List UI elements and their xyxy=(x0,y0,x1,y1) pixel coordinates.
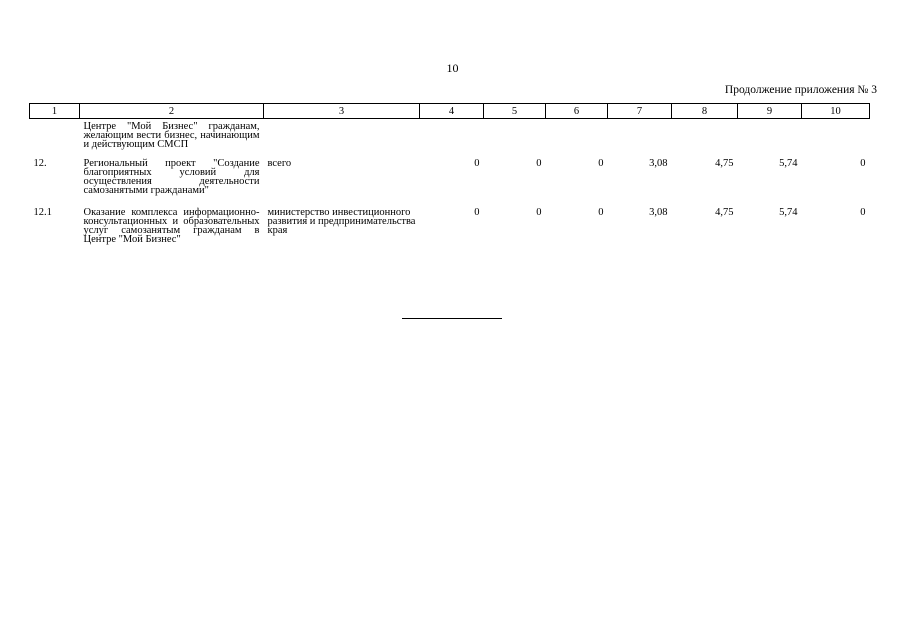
row-value: 0 xyxy=(474,207,480,218)
table-header-row xyxy=(30,104,870,119)
row-index: 12.1 xyxy=(33,207,52,218)
row-executor: всего xyxy=(267,158,292,169)
row-description: Оказание комплекса информационно-консультационных и образовательных услуг самозанятым гражданам в Центре "Мой Бизнес" xyxy=(83,207,260,245)
budget-table xyxy=(29,103,870,244)
column-header: 3 xyxy=(264,104,420,119)
table-row xyxy=(30,208,870,244)
row-value: 0 xyxy=(536,158,542,169)
row-value: 4,75 xyxy=(715,158,734,169)
appendix-continuation-note: Продолжение приложения № 3 xyxy=(724,84,877,96)
row-value: 0 xyxy=(598,158,604,169)
row-value: 0 xyxy=(536,207,542,218)
column-header: 6 xyxy=(546,104,608,119)
row-value: 0 xyxy=(860,207,866,218)
column-header: 1 xyxy=(30,104,80,119)
row-value: 5,74 xyxy=(779,207,798,218)
table-row-continuation xyxy=(30,119,870,160)
column-header: 9 xyxy=(738,104,802,119)
column-header: 5 xyxy=(484,104,546,119)
column-header: 7 xyxy=(608,104,672,119)
table-row xyxy=(30,159,870,208)
row-index: 12. xyxy=(33,158,47,169)
row-executor: министерство инвестиционного развития и предпринимательства края xyxy=(267,207,416,236)
closing-rule xyxy=(402,318,502,319)
row-value: 0 xyxy=(474,158,480,169)
row-value: 3,08 xyxy=(649,207,668,218)
column-header: 8 xyxy=(672,104,738,119)
row-value: 5,74 xyxy=(779,158,798,169)
page-number: 10 xyxy=(446,61,459,75)
column-header: 4 xyxy=(420,104,484,119)
row-value: 4,75 xyxy=(715,207,734,218)
row-description: Региональный проект "Создание благоприятных условий для осуществления деятельности самозанятыми гражданами" xyxy=(83,158,260,196)
column-header: 10 xyxy=(802,104,870,119)
row-value: 0 xyxy=(860,158,866,169)
column-header: 2 xyxy=(80,104,264,119)
row-description: Центре "Мой Бизнес" гражданам, желающим вести бизнес, начинающим и действующим СМСП xyxy=(83,121,260,150)
row-value: 3,08 xyxy=(649,158,668,169)
row-value: 0 xyxy=(598,207,604,218)
